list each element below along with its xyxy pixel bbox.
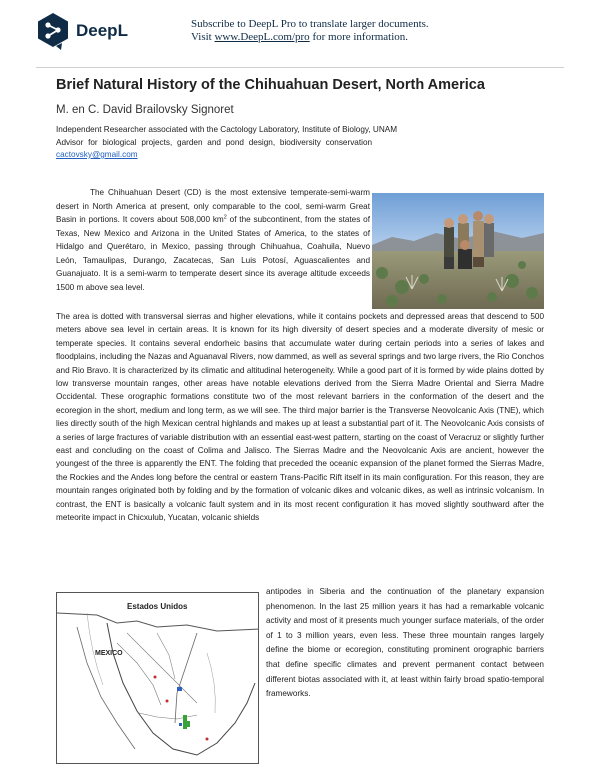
deepl-brand-name: DeepL [76,21,128,40]
promo-visit-text: Visit [191,31,215,43]
deepl-logo-icon [36,12,70,50]
field-photo-image [372,193,544,309]
deepl-logo[interactable] [36,12,128,50]
map-label-usa: Estados Unidos [127,602,188,611]
article-author: M. en C. David Brailovsky Signoret [56,104,234,116]
promo-line-2 [191,31,429,44]
header-divider [36,67,564,68]
article-title: Brief Natural History of the Chihuahuan Desert, North America [56,77,485,93]
intro-paragraph [56,186,370,294]
field-photo [372,193,544,309]
map-label-mexico: MEXICO [95,650,123,657]
map-graphic [57,593,259,764]
chihuahuan-desert-map [56,592,259,764]
author-email-link[interactable]: cactovsky@gmail.com [56,150,138,159]
author-affiliation-1: Independent Researcher associated with the Cactology Laboratory, Institute of Biology, UNAM [56,125,398,134]
author-affiliation-2: Advisor for biological projects, garden and pond design, biodiversity conservation [56,138,373,147]
deepl-pro-link[interactable]: www.DeepL.com/pro [214,31,310,43]
right-column-paragraph: antipodes in Siberia and the continuation of the planetary expansion phenomenon. In the last 25 million years it has had a remarkable volcanic activity and most of it presents much younger surface materials, of the order of 1 to 3 million years, even less. These three mountain ranges largely define the biome or ecoregion, constituting prominent orographic barriers that define specific climates and prevent permanent contact between different biotas associated with it, at least within fairly broad spatio-temporal frameworks. [266,587,544,699]
intro-text-b: of the subcontinent, from the states of Texas, New Mexico and Arizona in the United States of America, to the states of Hidalgo and Querétaro, in Mexico, passing through Chihuahua, Coahuila, Nuevo León, Tamaulipas, Durango, Zacatecas, San Luis Potosí, Aguascalientes and Guanajuato. It is a semi-warm to temperate desert since its average altitude exceeds 1500 m above sea level. [56,215,370,292]
promo-line-1: Subscribe to DeepL Pro to translate larger documents. [191,18,429,30]
promo-notice [191,18,429,44]
promo-tail-text: for more information. [309,31,409,43]
intro-superscript: 2 [223,214,227,221]
main-body-paragraph: The area is dotted with transversal sierras and higher elevations, while it contains pockets and depressed areas that descend to 500 meters above sea level in certain areas. It is known for its high diversity of desert species and a moderate diversity of mesic or temperate species. It contains several endorheic basins that accumulate water during certain periods into a series of lakes and floodplains, including the Nazas and Aguanaval Rivers, now dammed, as well as several springs and two large rivers, the Rio Conchos and Rio Bravo. It is characterized by its climatic and altitudinal heterogeneity. While a good part of it is formed by wide plains dotted by low transverse mountain ranges, other areas have notable elevations derived from the Sierra Madre Oriental and Sierra Madre Occidental. These orographic formations constitute two of the most relevant barriers in the conformation of the desert and the ecoregion in the short, medium and long term, as we will see. The third major barrier is the Transverse Neovolcanic Axis (TNE), which lies directly south of the high Mexican central highlands and makes up at least a substantial part of it. The Neovolcanic Axis consists of a series of large fractures of variable distribution with an essential east-west pattern, starting on the coast of Veracruz or slightly further east and concluding on the coast of Colima and Jalisco. The Sierras Madre and the Neovolcanic Axis are ancient, however the youngest of the three is apparently the ENT. The folding that preceded the oceanic expansion of the planet formed the Sierras Madre, the Rockies and the Andes long before the central or eastern Trans-Pacific Rift itself in its main configuration. For this reason, they are mountain ranges originated both by folding and by the formation of volcanic dikes and volcanic dikes, as well as intrinsic volcanism. In contrast, the ENT is basically a volcanic fault system and in its most recent configuration it has moved slightly southward after the meteorite impact in Chicxulub, Yucatan, volcanic shields [56,312,544,523]
intro-text-a: The Chihuahuan Desert (CD) is the most extensive temperate-semi-warm desert in North America at present, only comparable to the cool, semi-warm Great Basin in portions. It covers about 508,000 km [56,188,370,224]
